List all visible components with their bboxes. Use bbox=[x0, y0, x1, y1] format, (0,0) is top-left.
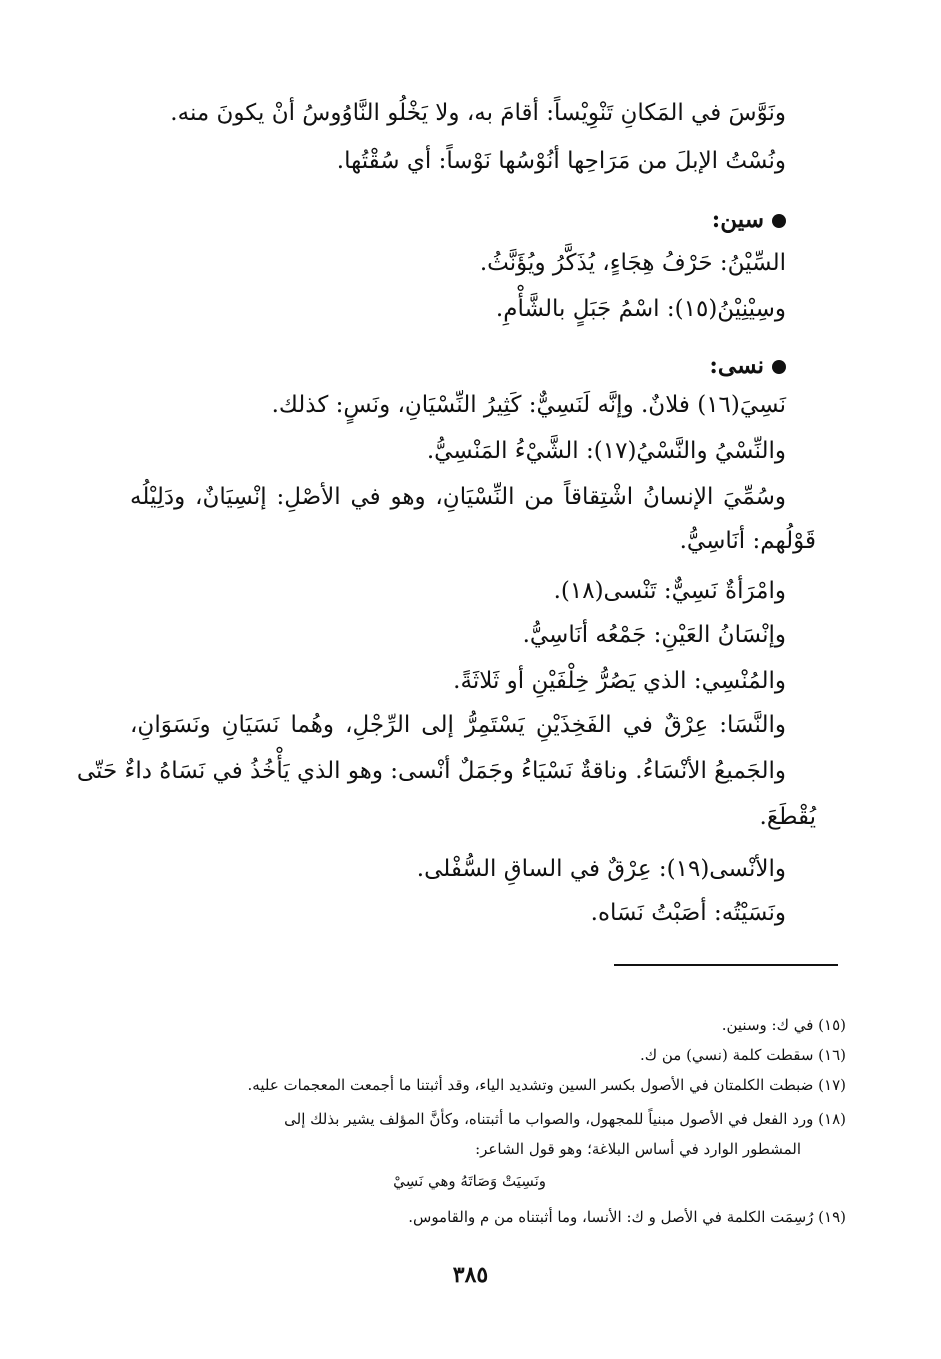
entry-line: يُقْطَعَ. bbox=[759, 804, 816, 830]
footnote: (١٩) رُسِمَت الكلمة في الأصل و ك: الأنسا، وما أثبتناه من م والقاموس. bbox=[408, 1208, 846, 1226]
bullet-icon bbox=[772, 360, 786, 374]
entry-line: وإنْسَانُ العَيْنِ: جَمْعُه أنَاسِيُّ. bbox=[522, 622, 786, 648]
heading-nasi bbox=[709, 352, 786, 380]
entry-line: والنِّسْيُ والنَّسْيُ(١٧): الشَّيْءُ المَنْسِيُّ. bbox=[426, 438, 786, 464]
heading-seen bbox=[712, 206, 786, 234]
footnote: (١٨) ورد الفعل في الأصول مبنياً للمجهول، والصواب ما أثبتناه، وكأنَّ المؤلف يشير بذلك إلى bbox=[284, 1110, 846, 1128]
footnote: (١٦) سقطت كلمة (نسي) من ك. bbox=[639, 1046, 846, 1064]
entry-line: والمُنْسِي: الذي يَصُرُّ خِلْفَيْنِ أو ثَلاثَةً. bbox=[453, 668, 786, 694]
entry-line: ونَسَيْتُه: أصَبْتُ نَسَاه. bbox=[590, 900, 786, 926]
entry-line: وسِيْنِيْنُ(١٥): اسْمُ جَبَلٍ بالشَّأْمِ. bbox=[495, 296, 786, 322]
heading-label: نسى: bbox=[709, 352, 764, 379]
entry-line: ونَوَّسَ في المَكانِ تَنْوِيْساً: أقامَ به، ولا يَخْلُو النَّاوُوسُ أنْ يكونَ منه. bbox=[170, 100, 786, 126]
entry-line: قَوْلُهم: أنَاسِيُّ. bbox=[679, 528, 816, 554]
bullet-icon bbox=[772, 214, 786, 228]
footnote-verse: ونَسِيَتْ وَصَاتَهُ وهي نَسِيْ bbox=[393, 1172, 546, 1190]
entry-line: وسُمِّيَ الإنسانُ اشْتِقاقاً من النِّسْيَانِ، وهو في الأصْلِ: إنْسِيَانٌ، ودَلِيْلُه bbox=[130, 484, 786, 510]
entry-line: والأنْسى(١٩): عِرْقٌ في الساقِ السُّفْلى. bbox=[416, 856, 786, 882]
footnote: (١٧) ضبطت الكلمتان في الأصول بكسر السين وتشديد الياء، وقد أثبتنا ما أجمعت المعجمات عليه. bbox=[247, 1076, 846, 1094]
entry-line: السِّيْنُ: حَرْفُ هِجَاءٍ، يُذَكَّرُ ويُؤَنَّثُ. bbox=[479, 250, 786, 276]
entry-line: ونُسْتُ الإبلَ من مَرَاحِها أنُوْسُها نَوْساً: أي سُقْتُها. bbox=[336, 148, 786, 174]
page-number: ٣٨٥ bbox=[452, 1262, 489, 1288]
entry-line: والجَميعُ الأنْسَاءُ. وناقةٌ نَسْيَاءُ وجَمَلٌ أنْسى: وهو الذي يَأْخُذُ في نَسَاهُ داءٌ حَتّى bbox=[76, 758, 786, 784]
entry-line: نَسِيَ(١٦) فلانٌ. وإنَّه لَنَسِيٌّ: كَثِيرُ النِّسْيَانِ، ونَسٍ: كذلك. bbox=[271, 392, 786, 418]
entry-line: والنَّسَا: عِرْقٌ في الفَخِذَيْنِ يَسْتَمِرُّ إلى الرِّجْلِ، وهُما نَسَيَانِ ونَسَوَانِ، bbox=[130, 712, 786, 738]
heading-label: سين: bbox=[711, 206, 764, 233]
footnote-divider bbox=[614, 964, 838, 966]
footnote-continuation: المشطور الوارد في أساس البلاغة؛ وهو قول الشاعر: bbox=[475, 1140, 801, 1158]
footnote: (١٥) في ك: وسنين. bbox=[721, 1016, 846, 1034]
entry-line: وامْرَأةٌ نَسِيٌّ: تَنْسى(١٨). bbox=[553, 578, 786, 604]
